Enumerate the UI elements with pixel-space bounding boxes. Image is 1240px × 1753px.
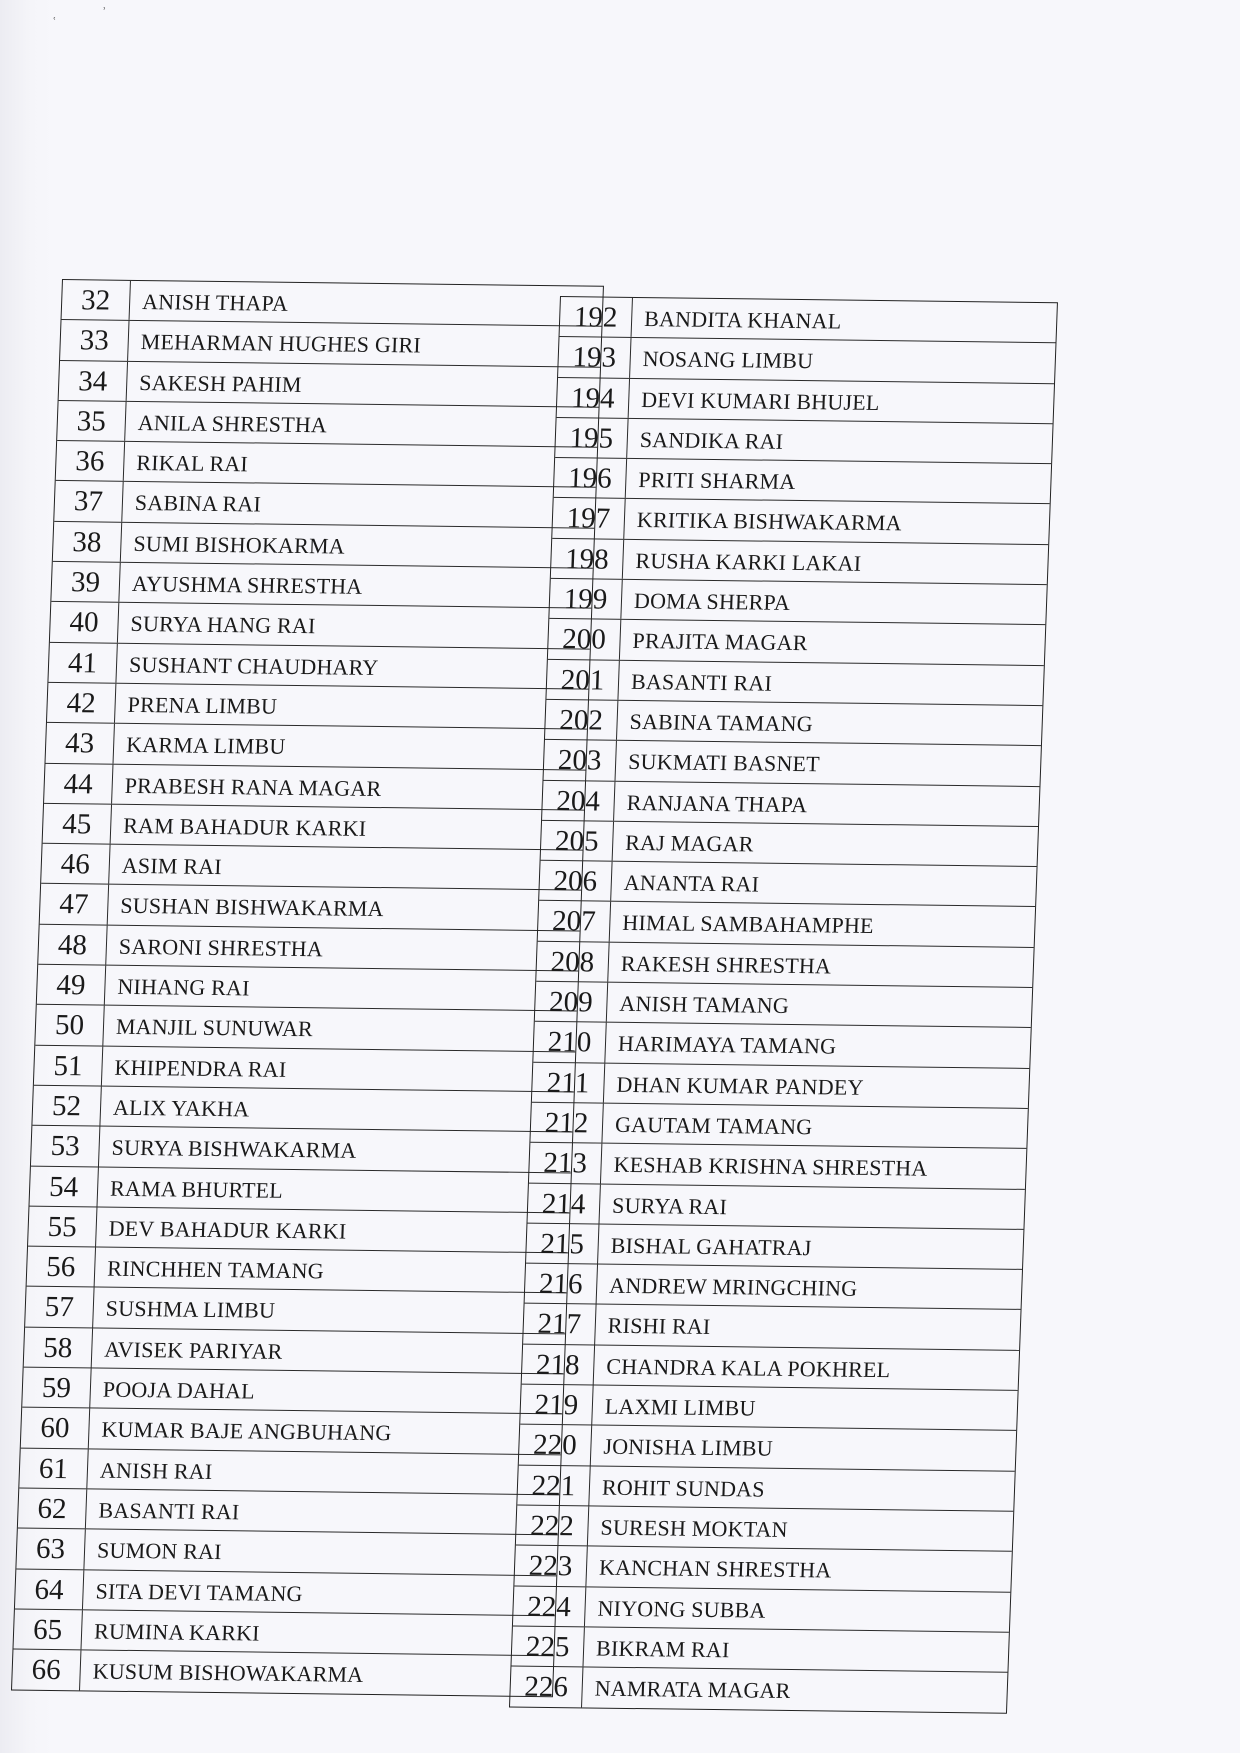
table-row xyxy=(535,982,1032,1029)
table-row xyxy=(32,1086,573,1133)
table-row xyxy=(551,539,1048,586)
table-row xyxy=(56,441,597,488)
table-row xyxy=(516,1505,1013,1552)
person-name: HIMAL SAMBAHAMPHE xyxy=(621,910,875,939)
person-name: MANJIL SUNUWAR xyxy=(115,1014,314,1042)
serial-number: 53 xyxy=(31,1126,100,1166)
serial-number: 212 xyxy=(530,1103,603,1143)
serial-number: 63 xyxy=(16,1529,85,1569)
serial-number: 49 xyxy=(37,965,106,1005)
serial-number: 33 xyxy=(60,320,129,360)
table-row xyxy=(60,320,601,367)
table-row xyxy=(18,1488,559,1535)
table-row xyxy=(532,1062,1029,1109)
table-row xyxy=(22,1368,563,1415)
person-name: LAXMI LIMBU xyxy=(604,1393,757,1421)
table-row xyxy=(552,498,1049,545)
person-name: KARMA LIMBU xyxy=(125,732,286,760)
person-name: SAKESH PAHIM xyxy=(138,369,303,397)
table-row xyxy=(560,297,1057,344)
person-name: RUMINA KARKI xyxy=(93,1618,261,1646)
serial-number: 195 xyxy=(555,418,628,458)
serial-number: 192 xyxy=(560,297,633,337)
person-name: RANJANA THAPA xyxy=(626,789,808,817)
person-name: KUMAR BAJE ANGBUHANG xyxy=(100,1416,392,1446)
person-name: DOMA SHERPA xyxy=(633,588,791,615)
person-name: ANISH RAI xyxy=(99,1457,213,1484)
person-name: RIKAL RAI xyxy=(135,450,249,477)
serial-number: 220 xyxy=(519,1425,592,1465)
person-name: SUMI BISHOKARMA xyxy=(133,530,346,559)
person-name: ANDREW MRINGCHING xyxy=(608,1272,858,1301)
person-name: RAM BAHADUR KARKI xyxy=(122,812,367,841)
serial-number: 203 xyxy=(544,740,617,780)
serial-number: 199 xyxy=(549,579,622,619)
serial-number: 44 xyxy=(44,763,113,803)
serial-number: 35 xyxy=(57,401,126,441)
serial-number: 66 xyxy=(12,1650,81,1691)
serial-number: 216 xyxy=(525,1264,598,1304)
table-row xyxy=(529,1143,1026,1190)
table-row xyxy=(44,763,585,810)
table-row xyxy=(15,1569,556,1616)
person-name: RAMA BHURTEL xyxy=(109,1175,284,1203)
table-row xyxy=(50,602,591,649)
serial-number: 43 xyxy=(46,723,115,763)
serial-number: 219 xyxy=(520,1385,593,1425)
serial-number: 36 xyxy=(56,441,125,481)
table-row xyxy=(27,1247,568,1294)
serial-number: 218 xyxy=(522,1344,595,1384)
table-row xyxy=(35,1005,576,1052)
person-name: SURYA BISHWAKARMA xyxy=(111,1134,357,1163)
person-name: GAUTAM TAMANG xyxy=(614,1111,813,1140)
table-row xyxy=(557,378,1054,425)
table-row xyxy=(34,1045,575,1092)
person-name: ANISH THAPA xyxy=(141,289,289,316)
serial-number: 226 xyxy=(510,1667,583,1708)
person-name: BANDITA KHANAL xyxy=(643,306,842,334)
scan-mark: ʾ xyxy=(102,6,107,21)
serial-number: 223 xyxy=(514,1546,587,1586)
table-row xyxy=(554,458,1051,505)
serial-number: 39 xyxy=(51,562,120,602)
person-name: AVISEK PARIYAR xyxy=(103,1336,284,1364)
person-name: NOSANG LIMBU xyxy=(642,346,814,374)
table-row xyxy=(53,522,594,569)
person-name: SURESH MOKTAN xyxy=(600,1514,789,1542)
person-name: PRABESH RANA MAGAR xyxy=(124,772,382,801)
serial-number: 59 xyxy=(22,1368,91,1408)
table-row xyxy=(43,804,584,851)
table-row xyxy=(558,337,1055,384)
person-name: SUKMATI BASNET xyxy=(627,749,821,777)
serial-number: 225 xyxy=(511,1626,584,1666)
serial-number: 204 xyxy=(542,780,615,820)
person-name: KESHAB KRISHNA SHRESTHA xyxy=(613,1151,928,1181)
table-row xyxy=(522,1344,1019,1391)
table-row xyxy=(54,481,595,528)
table-row xyxy=(549,579,1046,626)
serial-number: 55 xyxy=(28,1206,97,1246)
serial-number: 37 xyxy=(54,481,123,521)
table-row xyxy=(31,1126,572,1173)
person-name: POOJA DAHAL xyxy=(102,1376,256,1404)
person-name: BASANTI RAI xyxy=(630,668,773,696)
table-row xyxy=(59,361,600,408)
table-row xyxy=(19,1448,560,1495)
serial-number: 205 xyxy=(541,821,614,861)
person-name: SABINA TAMANG xyxy=(629,708,814,737)
table-row xyxy=(21,1408,562,1455)
person-name: SITA DEVI TAMANG xyxy=(95,1578,304,1606)
table-row xyxy=(519,1425,1016,1472)
person-name: ROHIT SUNDAS xyxy=(601,1474,766,1502)
serial-number: 201 xyxy=(546,660,619,700)
table-row xyxy=(51,562,592,609)
table-row xyxy=(539,861,1036,908)
person-name: SANDIKA RAI xyxy=(639,426,784,454)
serial-number: 193 xyxy=(558,337,631,377)
table-row xyxy=(38,925,579,972)
serial-number: 40 xyxy=(50,602,119,642)
serial-number: 213 xyxy=(529,1143,602,1183)
serial-number: 42 xyxy=(47,683,116,723)
table-row xyxy=(546,660,1043,707)
serial-number: 34 xyxy=(59,361,128,401)
table-row xyxy=(514,1546,1011,1593)
serial-number: 208 xyxy=(536,942,609,982)
serial-number: 207 xyxy=(538,901,611,941)
person-name: SARONI SHRESTHA xyxy=(118,933,324,962)
table-row xyxy=(16,1529,557,1576)
table-row xyxy=(513,1586,1010,1633)
person-name: RISHI RAI xyxy=(607,1313,711,1340)
serial-number: 48 xyxy=(38,925,107,965)
serial-number: 54 xyxy=(30,1166,99,1206)
serial-number: 64 xyxy=(15,1569,84,1609)
person-name: DHAN KUMAR PANDEY xyxy=(616,1071,865,1100)
serial-number: 200 xyxy=(548,619,621,659)
person-name: MEHARMAN HUGHES GIRI xyxy=(140,329,422,358)
person-name: KHIPENDRA RAI xyxy=(114,1054,287,1082)
table-row xyxy=(548,619,1045,666)
scan-mark: ʿ xyxy=(52,16,57,31)
person-name: ANILA SHRESTHA xyxy=(137,409,328,438)
serial-number: 62 xyxy=(18,1488,87,1528)
person-name: RAJ MAGAR xyxy=(624,829,755,857)
serial-number: 198 xyxy=(551,539,624,579)
person-name: PRITI SHARMA xyxy=(637,467,796,495)
table-row xyxy=(47,683,588,730)
table-row xyxy=(13,1609,554,1656)
person-name: BASANTI RAI xyxy=(98,1497,240,1525)
serial-number: 217 xyxy=(523,1304,596,1344)
serial-number: 38 xyxy=(53,522,122,562)
person-name: AYUSHMA SHRESTHA xyxy=(131,570,363,599)
table-row xyxy=(538,901,1035,948)
table-row xyxy=(28,1206,569,1253)
serial-number: 46 xyxy=(41,844,110,884)
person-name: PRAJITA MAGAR xyxy=(632,628,809,656)
person-name: KUSUM BISHOWAKARMA xyxy=(92,1658,364,1687)
table-row xyxy=(24,1327,565,1374)
table-row xyxy=(45,723,586,770)
person-name: RAKESH SHRESTHA xyxy=(620,950,832,979)
person-name: PRENA LIMBU xyxy=(127,691,278,719)
serial-number: 196 xyxy=(554,458,627,498)
person-name: DEV BAHADUR KARKI xyxy=(108,1215,347,1244)
serial-number: 45 xyxy=(43,804,112,844)
person-name: ALIX YAKHA xyxy=(112,1094,250,1122)
serial-number: 206 xyxy=(539,861,612,901)
serial-number: 222 xyxy=(516,1505,589,1545)
serial-number: 60 xyxy=(21,1408,90,1448)
person-name: RUSHA KARKI LAKAI xyxy=(635,547,862,576)
person-name: SUSHANT CHAUDHARY xyxy=(128,651,379,680)
person-name: JONISHA LIMBU xyxy=(602,1433,774,1462)
person-name: SUMON RAI xyxy=(96,1537,223,1565)
serial-number: 32 xyxy=(62,280,131,320)
table-row xyxy=(12,1650,553,1697)
serial-number: 221 xyxy=(517,1465,590,1505)
table-row xyxy=(523,1304,1020,1351)
serial-number: 41 xyxy=(48,643,117,683)
serial-number: 194 xyxy=(557,378,630,418)
serial-number: 56 xyxy=(27,1247,96,1287)
serial-number: 57 xyxy=(25,1287,94,1327)
serial-number: 224 xyxy=(513,1586,586,1626)
serial-number: 197 xyxy=(552,498,625,538)
person-name: SUSHMA LIMBU xyxy=(105,1296,276,1324)
table-row xyxy=(62,280,603,327)
person-name: BISHAL GAHATRAJ xyxy=(610,1232,812,1261)
serial-number: 214 xyxy=(528,1183,601,1223)
person-name: NIYONG SUBBA xyxy=(597,1595,767,1623)
serial-number: 209 xyxy=(535,982,608,1022)
person-name: ANISH TAMANG xyxy=(619,990,790,1018)
serial-number: 52 xyxy=(32,1086,101,1126)
serial-number: 47 xyxy=(40,884,109,924)
person-name: SURYA HANG RAI xyxy=(130,611,316,639)
person-name: DEVI KUMARI BHUJEL xyxy=(640,386,881,415)
person-name: KANCHAN SHRESTHA xyxy=(598,1554,832,1583)
person-name: BIKRAM RAI xyxy=(595,1635,731,1663)
serial-number: 202 xyxy=(545,700,618,740)
person-name: RINCHHEN TAMANG xyxy=(106,1255,325,1284)
serial-number: 61 xyxy=(19,1448,88,1488)
table-row xyxy=(555,418,1052,465)
table-row xyxy=(526,1223,1023,1270)
table-row xyxy=(57,401,598,448)
table-row xyxy=(542,780,1039,827)
table-row xyxy=(29,1166,570,1213)
table-row xyxy=(530,1103,1027,1150)
serial-number: 50 xyxy=(35,1005,104,1045)
person-name: CHANDRA KALA POKHREL xyxy=(605,1353,891,1382)
table-row xyxy=(510,1667,1007,1714)
person-name: HARIMAYA TAMANG xyxy=(617,1031,837,1059)
serial-number: 211 xyxy=(532,1062,605,1102)
table-row xyxy=(533,1022,1030,1069)
serial-number: 51 xyxy=(34,1045,103,1085)
table-row xyxy=(511,1626,1008,1673)
table-row xyxy=(543,740,1040,787)
person-name: ANANTA RAI xyxy=(623,870,760,897)
person-name: NIHANG RAI xyxy=(117,973,251,1001)
person-name: SUSHAN BISHWAKARMA xyxy=(119,893,385,922)
table-row xyxy=(527,1183,1024,1230)
serial-number: 58 xyxy=(24,1327,93,1367)
name-list-table-left xyxy=(11,279,604,1698)
table-row xyxy=(40,884,581,931)
serial-number: 215 xyxy=(526,1223,599,1263)
serial-number: 210 xyxy=(533,1022,606,1062)
name-list-table-right xyxy=(509,296,1058,1714)
table-row xyxy=(25,1287,566,1334)
table-row xyxy=(545,700,1042,747)
serial-number: 65 xyxy=(13,1609,82,1649)
table-row xyxy=(48,643,589,690)
table-row xyxy=(41,844,582,891)
person-name: SURYA RAI xyxy=(611,1192,728,1219)
person-name: ASIM RAI xyxy=(121,852,223,880)
table-row xyxy=(541,821,1038,868)
person-name: KRITIKA BISHWAKARMA xyxy=(636,507,903,536)
table-row xyxy=(37,965,578,1012)
person-name: NAMRATA MAGAR xyxy=(594,1675,791,1704)
table-row xyxy=(525,1264,1022,1311)
person-name: SABINA RAI xyxy=(134,490,262,517)
table-row xyxy=(536,942,1033,989)
table-row xyxy=(520,1385,1017,1432)
table-row xyxy=(517,1465,1014,1512)
